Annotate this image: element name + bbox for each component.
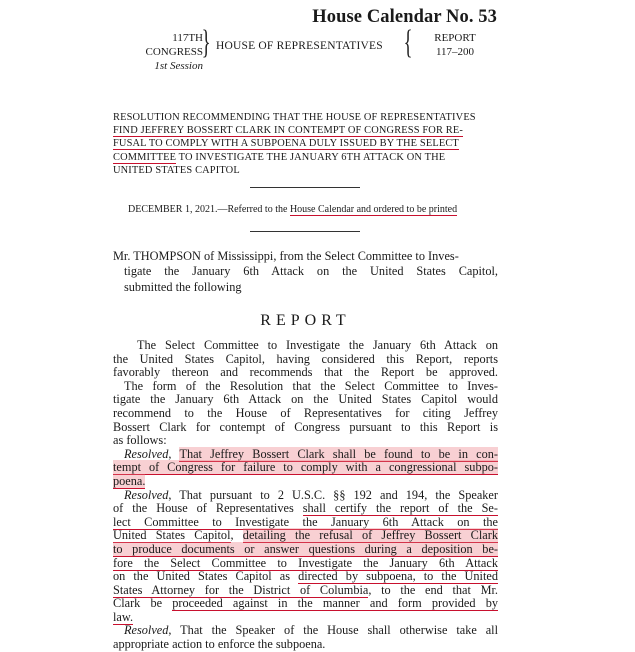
date: DECEMBER 1, 2021: [128, 204, 215, 215]
resolved1-line: [113, 461, 498, 475]
divider-rule: [250, 187, 360, 188]
resolved2-underlined: shall certify the report of the Se-: [302, 501, 498, 516]
resolved2-underlined: lect Committee to Investigate the January 6th Attack on the: [113, 514, 498, 529]
resolved2-text: , That pursuant to 2 U.S.C. §§ 192 and 194, the Speaker: [168, 487, 498, 502]
resolved2-line: [113, 611, 498, 625]
resolved3-line: [113, 624, 498, 638]
resolved2-line: [113, 584, 498, 598]
date-line: [128, 204, 457, 215]
title-line-rest: TO INVESTIGATE THE JANUARY 6TH ATTACK ON THE: [176, 151, 446, 163]
report-heading: REPORT: [260, 312, 351, 329]
resolution-title: [113, 111, 498, 177]
divider-rule: [250, 231, 360, 232]
resolved2-underlined: fore the Select Committee to Investigate the January 6th Attack: [113, 555, 498, 570]
resolved1-highlight: tempt of Congress for failure to comply with a congressional subpo-: [113, 460, 498, 475]
resolved2-underlined: States Attorney for the District of Columbia: [113, 582, 369, 597]
resolved2-line: [113, 516, 498, 530]
title-line: [113, 137, 498, 150]
resolved2-underlined: proceeded against in the manner and form provided by: [172, 596, 498, 611]
para2-line: The form of the Resolution that the Select Committee to Inves-: [124, 378, 498, 393]
title-line-underlined: COMMITTEE: [113, 151, 177, 163]
resolved-label: Resolved: [124, 446, 169, 461]
resolved1-highlight: That Jeffrey Bossert Clark shall be found to be in con-: [179, 446, 498, 461]
resolved3-line: appropriate action to enforce the subpoena.: [113, 637, 326, 652]
resolved2-text: Clark be: [113, 596, 173, 611]
resolved2-line: [113, 557, 498, 571]
resolved2-highlight: detailing the refusal of Jeffrey Bossert Clark: [242, 528, 498, 543]
resolved2-line: [113, 543, 498, 557]
title-line: [113, 151, 498, 164]
date-text: .—Referred to the: [214, 204, 290, 215]
para1-line: The Select Committee to Investigate the January 6th Attack on: [137, 338, 498, 352]
resolved3-text: , That the Speaker of the House shall otherwise take all: [168, 623, 498, 638]
resolved2-underlined: directed by subpoena, to the United: [298, 569, 498, 584]
resolved2-line: [113, 597, 498, 611]
para1-line: the United States Capitol, having considered this Report, reports: [113, 351, 498, 366]
congress-session: [113, 31, 203, 73]
title-line: UNITED STATES CAPITOL: [113, 164, 240, 176]
resolved2-text: , to the end that Mr.: [368, 582, 498, 597]
resolved2-line: [113, 502, 498, 516]
intro-line: tigate the January 6th Attack on the United States Capitol,: [124, 264, 498, 279]
resolved2-text: ,: [230, 528, 243, 543]
congress-label: 117TH CONGRESS: [145, 32, 203, 58]
resolved2-line: [113, 489, 498, 503]
resolved1-highlight: poena.: [113, 473, 146, 488]
para2-line: recommend to the House of Representatives for citing Jeffrey: [113, 405, 498, 420]
para2-line: Bossert Clark for contempt of Congress pursuant to this Report is: [113, 419, 498, 434]
resolved2-highlight: to produce documents or answer questions during a deposition be-: [113, 541, 498, 556]
report-label: REPORT: [434, 32, 476, 44]
intro-line: submitted the following: [124, 279, 242, 294]
resolved1-line: [113, 448, 498, 462]
title-line: RESOLUTION RECOMMENDING THAT THE HOUSE OF REPRESENTATIVES: [113, 112, 476, 123]
title-line-underlined: FUSAL TO COMPLY WITH A SUBPOENA DULY ISSUED BY THE SELECT: [113, 138, 459, 150]
report-body: [113, 339, 498, 652]
title-line: [113, 124, 498, 137]
para2-line: as follows:: [113, 433, 167, 448]
resolved-label: Resolved: [124, 487, 169, 502]
para2-line: tigate the January 6th Attack on the United States Capitol would: [113, 392, 498, 407]
date-underlined: House Calendar and ordered to be printed: [289, 204, 458, 215]
resolved2-line: [113, 570, 498, 584]
title-line-underlined: FIND JEFFREY BOSSERT CLARK IN CONTEMPT OF CONGRESS FOR RE-: [113, 125, 463, 137]
resolved-label: Resolved: [124, 623, 169, 638]
resolved1-line: [113, 475, 498, 489]
report-number: 117–200: [435, 46, 475, 58]
chamber-name: HOUSE OF REPRESENTATIVES: [216, 40, 383, 52]
resolved2-text: on the United States Capitol as: [113, 569, 299, 584]
right-brace: }: [201, 24, 211, 61]
calendar-number: House Calendar No. 53: [312, 7, 497, 27]
resolved2-text: of the House of Representatives: [113, 501, 303, 516]
intro-line: Mr. THOMPSON of Mississippi, from the Select Committee to Inves-: [113, 249, 459, 263]
para1-line: favorably thereon and recommends that the Report be approved.: [113, 365, 498, 380]
intro-paragraph: [113, 249, 498, 295]
resolved1-sep: ,: [168, 446, 180, 461]
resolved2-line: [113, 529, 498, 543]
report-id: [425, 31, 485, 59]
resolved2-underlined: United States Capitol: [113, 528, 231, 543]
session-label: 1st Session: [154, 60, 203, 72]
left-brace: {: [403, 24, 413, 61]
resolved2-underlined: law.: [113, 609, 134, 624]
